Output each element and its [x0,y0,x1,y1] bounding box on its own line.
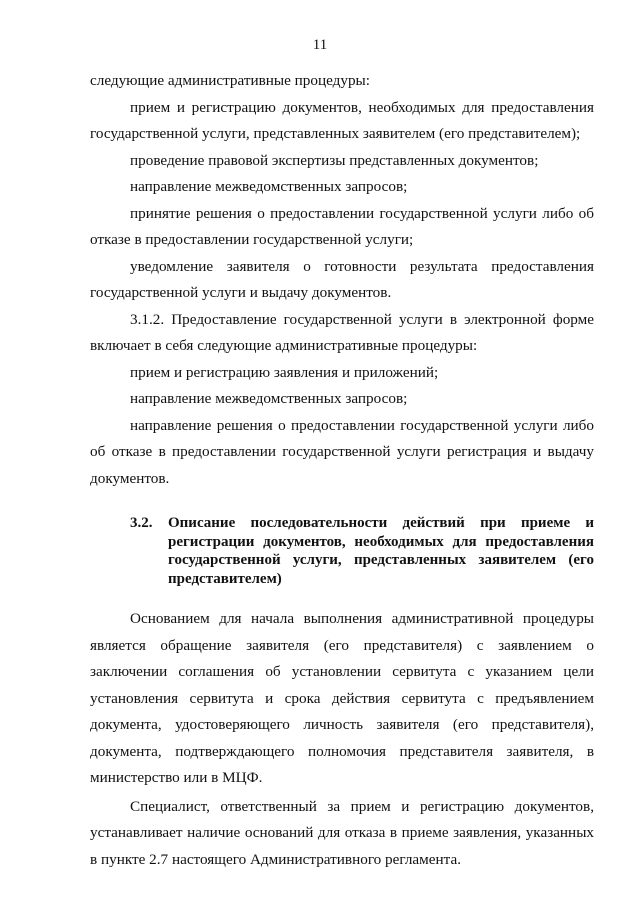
paragraph: прием и регистрацию заявления и приложений; [130,363,439,381]
paragraph: принятие решения о предоставлении государственной услуги либо об отказе в предоставлении государственной услуги; [90,204,594,248]
document-body [90,68,594,873]
page-number: 11 [312,37,328,53]
section-number: 3.2. [130,515,153,531]
section-heading [90,514,594,588]
paragraph: направление межведомственных запросов; [130,390,408,407]
paragraph: проведение правовой экспертизы представленных документов; [130,151,539,169]
section-title: Описание последовательности действий при приеме и регистрации документов, необходимых для предоставления государственной услуги, представленных заявителем (его представителем) [168,515,594,587]
paragraph: прием и регистрацию документов, необходимых для предоставления государственной услуги, представленных заявителем (его представителем); [90,98,594,142]
paragraph: Специалист, ответственный за прием и регистрацию документов, устанавливает наличие оснований для отказа в приеме заявления, указанных в пункте 2.7 настоящего Административного регламента. [90,797,594,868]
paragraph: направление решения о предоставлении государственной услуги либо об отказе в предоставлении государственной услуги регистрация и выдачу документов. [90,416,594,487]
paragraph: направление межведомственных запросов; [130,178,408,195]
paragraph: 3.1.2. Предоставление государственной услуги в электронной форме включает в себя следующие административные процедуры: [90,310,594,354]
paragraph: Основанием для начала выполнения административной процедуры является обращение заявителя (его представителя) с заявлением о заключении соглашения об установлении сервитута с указанием цели установления сервитута и срока действия сервитута с предъявлением документа, удостоверяющего личность заявителя (его представителя), документа, подтверждающего полномочия представителя заявителя, в министерство или в МЦФ. [90,610,594,786]
paragraph: уведомление заявителя о готовности результата предоставления государственной услуги и выдачу документов. [90,257,594,301]
paragraph: следующие административные процедуры: [90,72,370,89]
